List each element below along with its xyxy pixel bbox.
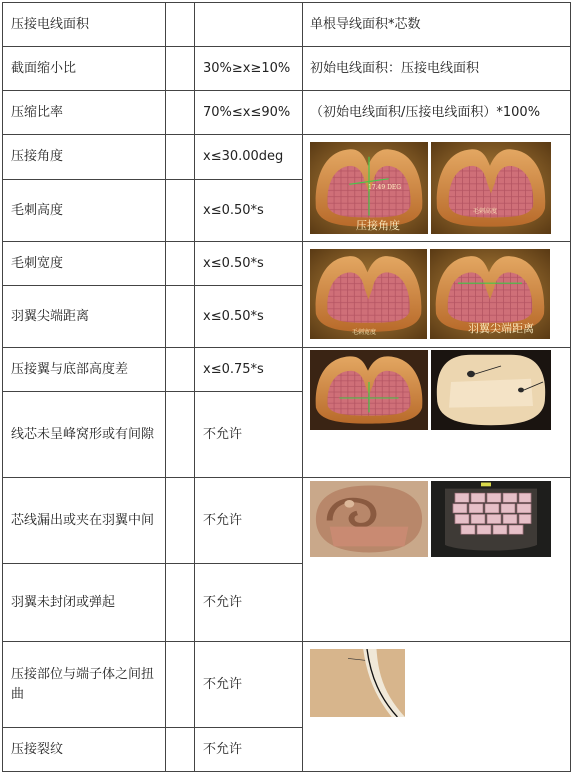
exposed-strand-photo [310,481,428,557]
formula-cell: 单根导线面积*芯数 [303,3,571,47]
empty-cell [166,392,195,478]
param-name-cell: 压接部位与端子体之间扭曲 [3,642,166,728]
criterion-cell: 不允许 [195,642,303,728]
wing-tip-photo [430,249,550,339]
photo-cell [303,348,571,478]
criterion-cell: 70%≤x≤90% [195,91,303,135]
empty-cell [166,180,195,242]
criterion-cell: 不允许 [195,564,303,642]
table-row [3,47,571,91]
table-row [3,91,571,135]
photo-caption: 毛刺宽度 [352,329,377,336]
photo-cell [303,642,571,772]
criterion-cell: x≤30.00deg [195,135,303,180]
table-row [3,3,571,47]
crimp-spec-table [2,2,571,772]
param-name-cell: 压缩比率 [3,91,166,135]
burr-width-photo [310,249,427,339]
empty-cell [166,3,195,47]
param-name-cell: 芯线漏出或夹在羽翼中间 [3,478,166,564]
criterion-cell: 30%≥x≥10% [195,47,303,91]
table-row [3,135,571,180]
strand-bundle-photo [431,481,551,557]
param-name-cell: 压接电线面积 [3,3,166,47]
criterion-cell: 不允许 [195,478,303,564]
criterion-cell: x≤0.75*s [195,348,303,392]
empty-cell [166,728,195,772]
table-row [3,242,571,286]
formula-cell: （初始电线面积/压接电线面积）*100% [303,91,571,135]
empty-cell [166,642,195,728]
table-row [3,478,571,564]
criterion-cell: x≤0.50*s [195,286,303,348]
param-name-cell: 羽翼尖端距离 [3,286,166,348]
empty-cell [166,135,195,180]
photo-cell [303,242,571,348]
crimp-angle-photo [310,142,428,234]
photo-caption: 毛刺高度 [473,208,498,215]
param-name-cell: 毛刺高度 [3,180,166,242]
param-name-cell: 毛刺宽度 [3,242,166,286]
empty-cell [166,91,195,135]
criterion-cell: x≤0.50*s [195,242,303,286]
param-name-cell: 线芯未呈峰窝形或有间隙 [3,392,166,478]
criterion-cell: x≤0.50*s [195,180,303,242]
photo-caption: 羽翼尖端距离 [468,322,534,335]
param-name-cell: 截面缩小比 [3,47,166,91]
formula-cell: 初始电线面积：压接电线面积 [303,47,571,91]
empty-cell [166,47,195,91]
table-row [3,348,571,392]
table-row [3,642,571,728]
criterion-cell: 不允许 [195,392,303,478]
photo-caption: 压接角度 [356,219,400,232]
criterion-cell [195,3,303,47]
param-name-cell: 压接角度 [3,135,166,180]
empty-cell [166,242,195,286]
angle-measure-text: 17.49 DEG [368,184,402,191]
void-photo [431,350,551,430]
burr-height-photo [431,142,551,234]
photo-cell [303,135,571,242]
height-diff-photo [310,350,428,430]
empty-cell [166,564,195,642]
param-name-cell: 压接翼与底部高度差 [3,348,166,392]
empty-cell [166,478,195,564]
criterion-cell: 不允许 [195,728,303,772]
twist-crack-photo [310,649,405,717]
param-name-cell: 压接裂纹 [3,728,166,772]
photo-cell [303,478,571,642]
empty-cell [166,286,195,348]
param-name-cell: 羽翼未封闭或弹起 [3,564,166,642]
empty-cell [166,348,195,392]
